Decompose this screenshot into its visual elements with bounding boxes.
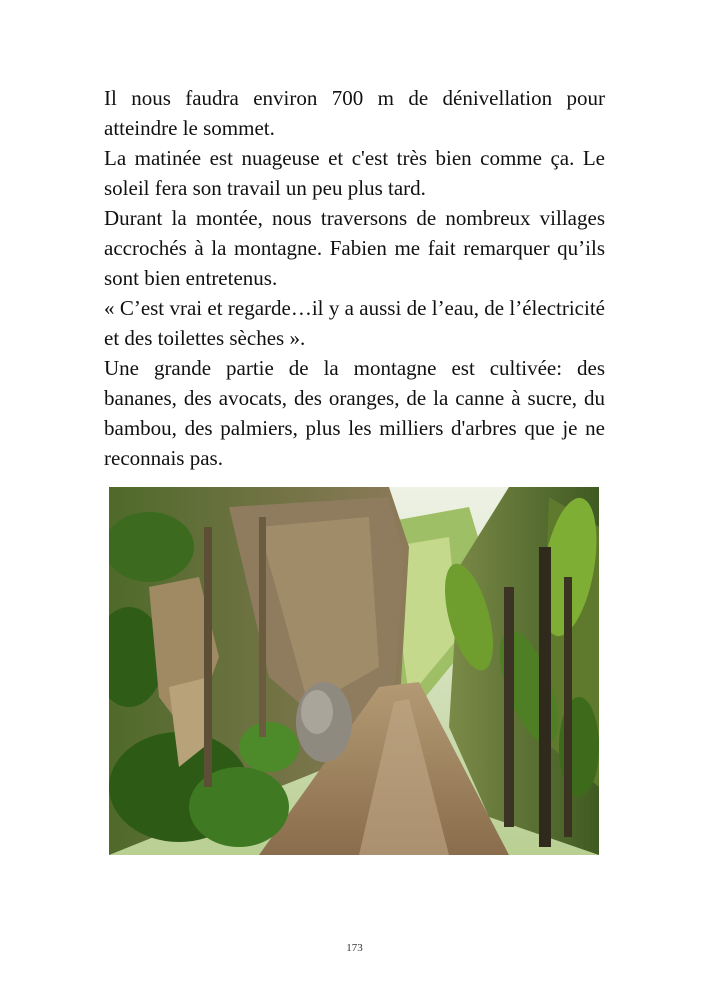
paragraph: Une grande partie de la montagne est cultivée: des bananes, des avocats, des oranges, de la canne à sucre, du bambou, des palmiers, plus les milliers d'arbres que je ne reconnais pas. xyxy=(104,356,605,470)
jungle-path-photo xyxy=(109,487,599,855)
photo-illustration xyxy=(109,487,599,855)
paragraph: La matinée est nuageuse et c'est très bien comme ça. Le soleil fera son travail un peu plus tard. xyxy=(104,146,605,200)
body-text xyxy=(104,83,605,473)
paragraph: « C’est vrai et regarde…il y a aussi de l’eau, de l’électricité et des toilettes sèches ». xyxy=(104,296,605,350)
paragraph: Durant la montée, nous traversons de nombreux villages accrochés à la montagne. Fabien me fait remarquer qu’ils sont bien entretenus. xyxy=(104,206,605,290)
page-number: 173 xyxy=(346,942,363,954)
paragraph: Il nous faudra environ 700 m de dénivellation pour atteindre le sommet. xyxy=(104,86,605,140)
